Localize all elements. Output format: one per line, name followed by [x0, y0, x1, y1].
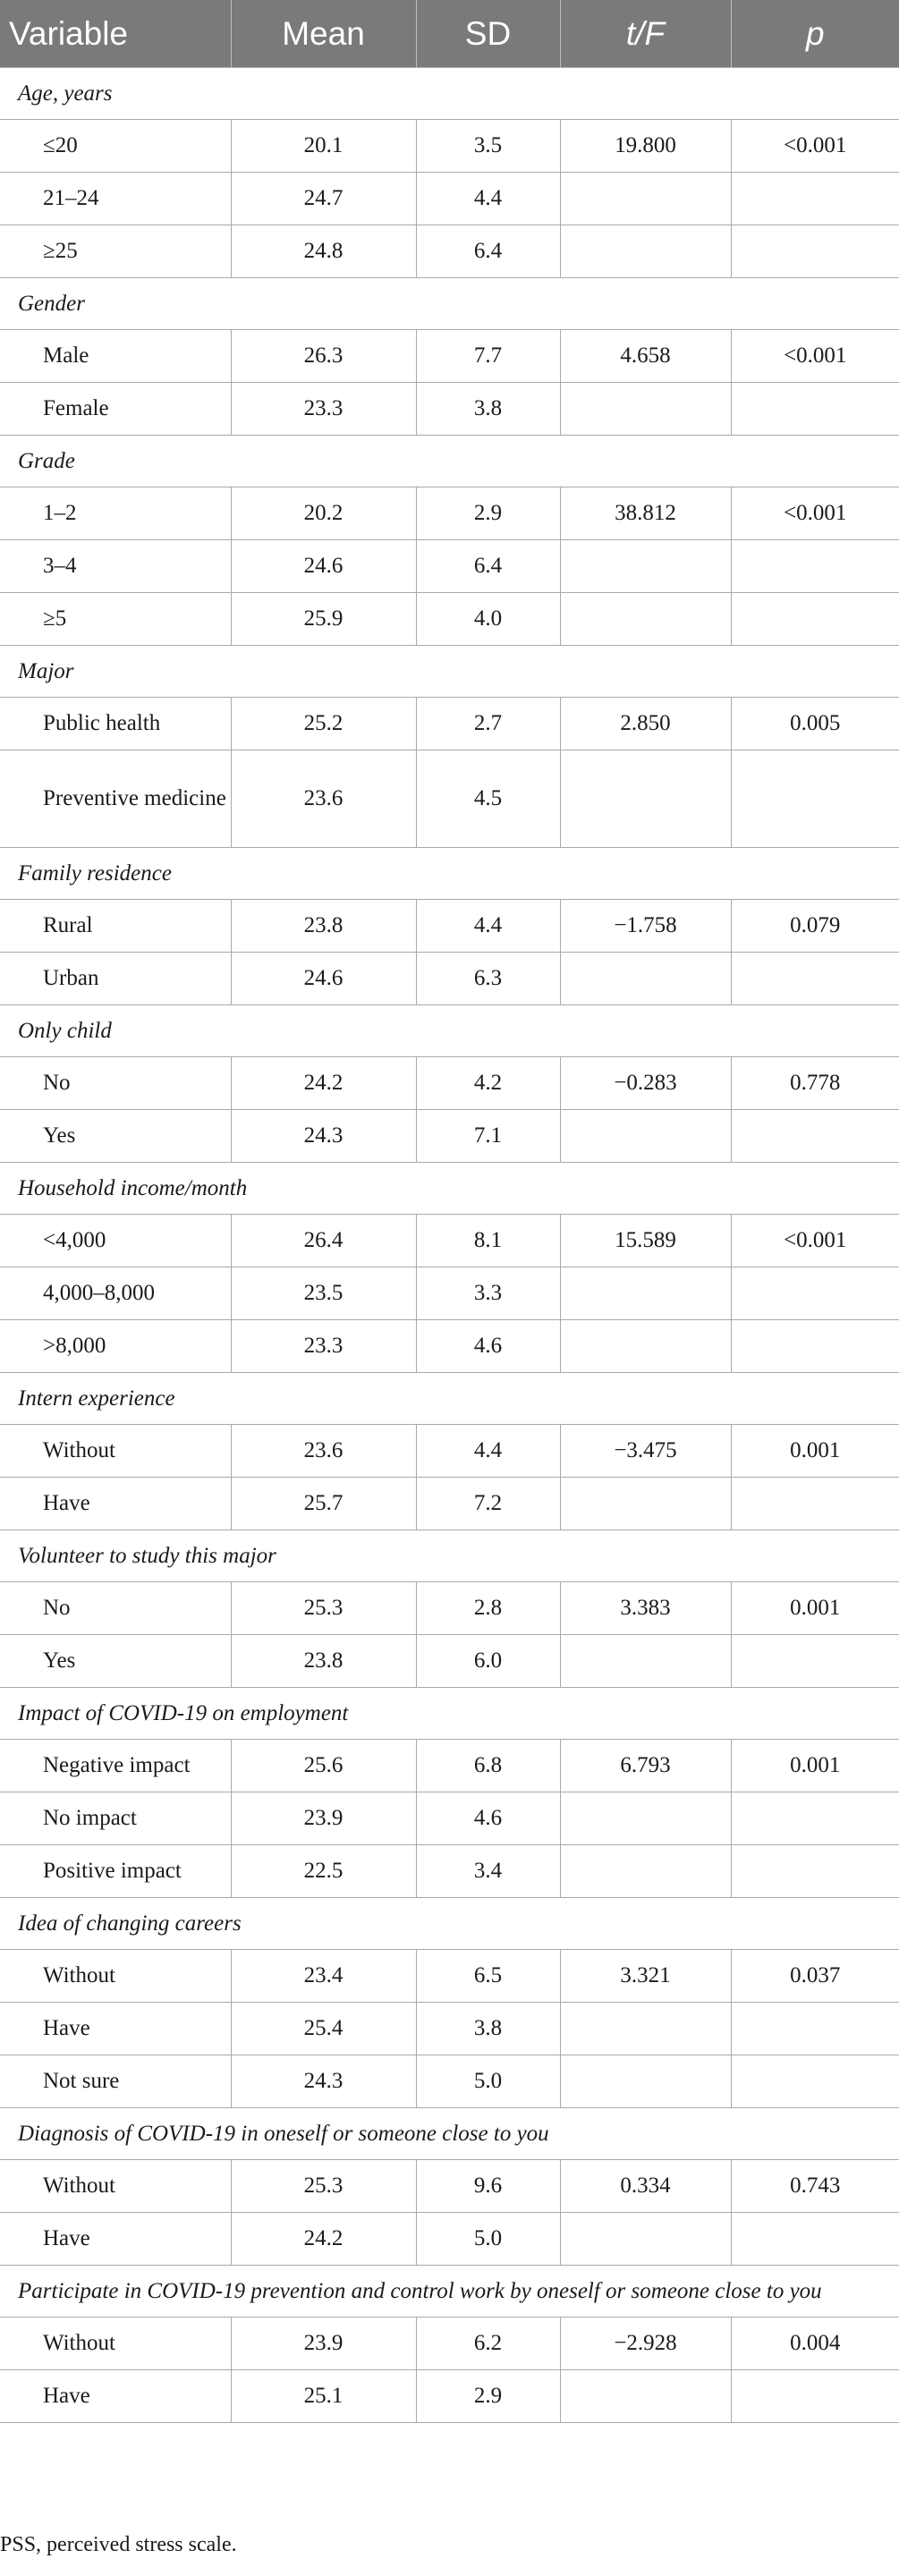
- cell-t-f: [560, 1267, 731, 1320]
- cell-p: <0.001: [731, 487, 899, 540]
- cell-t-f: 6.793: [560, 1740, 731, 1792]
- row-label: Without: [0, 1950, 231, 2003]
- cell-t-f: [560, 1635, 731, 1688]
- row-label: Have: [0, 2370, 231, 2423]
- cell-t-f: 4.658: [560, 330, 731, 383]
- table-row: [0, 1950, 899, 2003]
- group-label: Major: [0, 646, 899, 698]
- cell-t-f: 2.850: [560, 698, 731, 750]
- cell-t-f: [560, 2003, 731, 2055]
- cell-t-f: −0.283: [560, 1057, 731, 1110]
- cell-mean: 25.3: [231, 1582, 416, 1635]
- cell-p: [731, 1478, 899, 1530]
- cell-mean: 20.1: [231, 120, 416, 173]
- cell-mean: 23.3: [231, 1320, 416, 1373]
- group-label: Grade: [0, 436, 899, 487]
- cell-sd: 7.1: [416, 1110, 560, 1163]
- header-row: [0, 0, 899, 68]
- cell-t-f: [560, 1110, 731, 1163]
- group-header-row: [0, 1005, 899, 1057]
- cell-sd: 4.5: [416, 750, 560, 848]
- cell-t-f: [560, 750, 731, 848]
- cell-t-f: [560, 953, 731, 1005]
- cell-mean: 24.7: [231, 173, 416, 225]
- cell-sd: 2.7: [416, 698, 560, 750]
- cell-p: [731, 593, 899, 646]
- cell-sd: 6.8: [416, 1740, 560, 1792]
- cell-mean: 26.4: [231, 1215, 416, 1267]
- cell-mean: 25.1: [231, 2370, 416, 2423]
- group-header-row: [0, 1530, 899, 1582]
- cell-t-f: [560, 593, 731, 646]
- table-row: [0, 698, 899, 750]
- cell-sd: 2.8: [416, 1582, 560, 1635]
- cell-p: [731, 1110, 899, 1163]
- group-header-row: [0, 848, 899, 900]
- cell-p: [731, 2370, 899, 2423]
- cell-mean: 22.5: [231, 1845, 416, 1898]
- cell-sd: 2.9: [416, 487, 560, 540]
- row-label: ≤20: [0, 120, 231, 173]
- cell-p: [731, 1845, 899, 1898]
- cell-p: [731, 750, 899, 848]
- group-header-row: [0, 436, 899, 487]
- row-label: Have: [0, 2003, 231, 2055]
- cell-sd: 4.6: [416, 1792, 560, 1845]
- cell-mean: 23.6: [231, 1425, 416, 1478]
- cell-p: 0.001: [731, 1582, 899, 1635]
- table-row: [0, 1267, 899, 1320]
- cell-p: [731, 1267, 899, 1320]
- table-row: [0, 1792, 899, 1845]
- group-label: Family residence: [0, 848, 899, 900]
- cell-sd: 3.4: [416, 1845, 560, 1898]
- group-label: Household income/month: [0, 1163, 899, 1215]
- table-row: [0, 1478, 899, 1530]
- row-label: Public health: [0, 698, 231, 750]
- table-header: [0, 0, 899, 68]
- cell-t-f: −3.475: [560, 1425, 731, 1478]
- table-row: [0, 1635, 899, 1688]
- cell-t-f: 3.383: [560, 1582, 731, 1635]
- group-header-row: [0, 2108, 899, 2160]
- table-row: [0, 1425, 899, 1478]
- row-label: Negative impact: [0, 1740, 231, 1792]
- table-row: [0, 1320, 899, 1373]
- cell-t-f: [560, 383, 731, 436]
- cell-sd: 4.4: [416, 900, 560, 953]
- cell-p: [731, 1792, 899, 1845]
- cell-mean: 24.2: [231, 2213, 416, 2266]
- table-row: [0, 1740, 899, 1792]
- group-label: Volunteer to study this major: [0, 1530, 899, 1582]
- cell-mean: 25.3: [231, 2160, 416, 2213]
- cell-t-f: [560, 2213, 731, 2266]
- cell-mean: 24.6: [231, 953, 416, 1005]
- cell-mean: 24.6: [231, 540, 416, 593]
- group-header-row: [0, 1163, 899, 1215]
- cell-mean: 23.9: [231, 2318, 416, 2370]
- table-row: [0, 1110, 899, 1163]
- cell-mean: 25.4: [231, 2003, 416, 2055]
- table-row: [0, 900, 899, 953]
- cell-sd: 6.0: [416, 1635, 560, 1688]
- row-label: Without: [0, 2318, 231, 2370]
- cell-mean: 25.2: [231, 698, 416, 750]
- row-label: Female: [0, 383, 231, 436]
- cell-mean: 25.9: [231, 593, 416, 646]
- cell-t-f: 0.334: [560, 2160, 731, 2213]
- table-row: [0, 1215, 899, 1267]
- row-label: No impact: [0, 1792, 231, 1845]
- group-label: Gender: [0, 278, 899, 330]
- cell-p: <0.001: [731, 330, 899, 383]
- cell-p: 0.778: [731, 1057, 899, 1110]
- table-row: [0, 2318, 899, 2370]
- table-body: [0, 68, 899, 2423]
- cell-p: 0.004: [731, 2318, 899, 2370]
- row-label: Have: [0, 1478, 231, 1530]
- row-label: Preventive medicine: [0, 750, 231, 848]
- cell-mean: 23.4: [231, 1950, 416, 2003]
- cell-t-f: [560, 1792, 731, 1845]
- cell-p: <0.001: [731, 120, 899, 173]
- cell-sd: 6.3: [416, 953, 560, 1005]
- table-row: [0, 173, 899, 225]
- cell-sd: 2.9: [416, 2370, 560, 2423]
- cell-sd: 7.7: [416, 330, 560, 383]
- row-label: Male: [0, 330, 231, 383]
- cell-t-f: [560, 225, 731, 278]
- cell-sd: 5.0: [416, 2055, 560, 2108]
- row-label: >8,000: [0, 1320, 231, 1373]
- row-label: No: [0, 1582, 231, 1635]
- table-row: [0, 1057, 899, 1110]
- cell-p: [731, 2213, 899, 2266]
- header-variable: Variable: [0, 0, 231, 68]
- table-row: [0, 593, 899, 646]
- table-row: [0, 2003, 899, 2055]
- cell-p: [731, 1635, 899, 1688]
- group-header-row: [0, 278, 899, 330]
- row-label: ≥25: [0, 225, 231, 278]
- row-label: Without: [0, 2160, 231, 2213]
- cell-p: <0.001: [731, 1215, 899, 1267]
- cell-p: 0.079: [731, 900, 899, 953]
- cell-t-f: 15.589: [560, 1215, 731, 1267]
- cell-mean: 23.3: [231, 383, 416, 436]
- cell-sd: 4.6: [416, 1320, 560, 1373]
- table-row: [0, 330, 899, 383]
- cell-p: 0.001: [731, 1425, 899, 1478]
- table-row: [0, 120, 899, 173]
- row-label: Have: [0, 2213, 231, 2266]
- row-label: ≥5: [0, 593, 231, 646]
- table-row: [0, 1845, 899, 1898]
- group-label: Diagnosis of COVID-19 in oneself or someone close to you: [0, 2108, 899, 2160]
- cell-sd: 4.2: [416, 1057, 560, 1110]
- table-row: [0, 540, 899, 593]
- cell-mean: 24.2: [231, 1057, 416, 1110]
- group-header-row: [0, 1373, 899, 1425]
- table-row: [0, 487, 899, 540]
- cell-t-f: 3.321: [560, 1950, 731, 2003]
- cell-p: 0.743: [731, 2160, 899, 2213]
- cell-sd: 3.5: [416, 120, 560, 173]
- row-label: 4,000–8,000: [0, 1267, 231, 1320]
- row-label: 21–24: [0, 173, 231, 225]
- row-label: Yes: [0, 1110, 231, 1163]
- cell-p: [731, 225, 899, 278]
- cell-mean: 24.3: [231, 1110, 416, 1163]
- group-label: Idea of changing careers: [0, 1898, 899, 1950]
- row-label: Yes: [0, 1635, 231, 1688]
- row-label: 3–4: [0, 540, 231, 593]
- cell-sd: 4.4: [416, 1425, 560, 1478]
- table-row: [0, 225, 899, 278]
- cell-t-f: −1.758: [560, 900, 731, 953]
- cell-t-f: [560, 540, 731, 593]
- cell-sd: 4.4: [416, 173, 560, 225]
- cell-p: 0.005: [731, 698, 899, 750]
- cell-sd: 4.0: [416, 593, 560, 646]
- cell-mean: 23.8: [231, 900, 416, 953]
- cell-p: [731, 953, 899, 1005]
- table-row: [0, 1582, 899, 1635]
- group-header-row: [0, 1688, 899, 1740]
- cell-t-f: [560, 1845, 731, 1898]
- group-header-row: [0, 68, 899, 120]
- cell-t-f: −2.928: [560, 2318, 731, 2370]
- cell-mean: 23.5: [231, 1267, 416, 1320]
- group-header-row: [0, 1898, 899, 1950]
- cell-p: [731, 383, 899, 436]
- row-label: Without: [0, 1425, 231, 1478]
- cell-sd: 9.6: [416, 2160, 560, 2213]
- cell-sd: 3.3: [416, 1267, 560, 1320]
- cell-p: [731, 2003, 899, 2055]
- group-label: Intern experience: [0, 1373, 899, 1425]
- group-header-row: [0, 2266, 899, 2318]
- table-row: [0, 383, 899, 436]
- cell-mean: 23.8: [231, 1635, 416, 1688]
- cell-p: 0.001: [731, 1740, 899, 1792]
- cell-sd: 5.0: [416, 2213, 560, 2266]
- cell-mean: 20.2: [231, 487, 416, 540]
- cell-sd: 6.5: [416, 1950, 560, 2003]
- cell-p: [731, 1320, 899, 1373]
- cell-sd: 6.4: [416, 225, 560, 278]
- cell-t-f: [560, 1320, 731, 1373]
- table-row: [0, 2370, 899, 2423]
- cell-sd: 3.8: [416, 383, 560, 436]
- header-t-f: t/F: [560, 0, 731, 68]
- row-label: Positive impact: [0, 1845, 231, 1898]
- cell-p: 0.037: [731, 1950, 899, 2003]
- row-label: 1–2: [0, 487, 231, 540]
- cell-sd: 7.2: [416, 1478, 560, 1530]
- group-label: Only child: [0, 1005, 899, 1057]
- cell-t-f: [560, 2055, 731, 2108]
- cell-t-f: 19.800: [560, 120, 731, 173]
- cell-mean: 24.8: [231, 225, 416, 278]
- row-label: Urban: [0, 953, 231, 1005]
- cell-mean: 26.3: [231, 330, 416, 383]
- row-label: No: [0, 1057, 231, 1110]
- table-row: [0, 953, 899, 1005]
- cell-sd: 8.1: [416, 1215, 560, 1267]
- cell-mean: 23.9: [231, 1792, 416, 1845]
- group-label: Age, years: [0, 68, 899, 120]
- cell-t-f: [560, 2370, 731, 2423]
- cell-mean: 25.6: [231, 1740, 416, 1792]
- cell-mean: 23.6: [231, 750, 416, 848]
- header-sd: SD: [416, 0, 560, 68]
- cell-p: [731, 540, 899, 593]
- group-label: Participate in COVID-19 prevention and control work by oneself or someone close to you: [0, 2266, 899, 2318]
- table-footnote: PSS, perceived stress scale.: [0, 2533, 237, 2556]
- cell-t-f: [560, 1478, 731, 1530]
- header-mean: Mean: [231, 0, 416, 68]
- cell-t-f: 38.812: [560, 487, 731, 540]
- header-p: p: [731, 0, 899, 68]
- row-label: <4,000: [0, 1215, 231, 1267]
- cell-sd: 3.8: [416, 2003, 560, 2055]
- cell-sd: 6.2: [416, 2318, 560, 2370]
- cell-p: [731, 2055, 899, 2108]
- row-label: Rural: [0, 900, 231, 953]
- cell-mean: 25.7: [231, 1478, 416, 1530]
- cell-sd: 6.4: [416, 540, 560, 593]
- group-header-row: [0, 646, 899, 698]
- table-row: [0, 2213, 899, 2266]
- table-row: [0, 2160, 899, 2213]
- group-label: Impact of COVID-19 on employment: [0, 1688, 899, 1740]
- row-label: Not sure: [0, 2055, 231, 2108]
- table-row: [0, 750, 899, 848]
- cell-p: [731, 173, 899, 225]
- cell-mean: 24.3: [231, 2055, 416, 2108]
- table-row: [0, 2055, 899, 2108]
- cell-t-f: [560, 173, 731, 225]
